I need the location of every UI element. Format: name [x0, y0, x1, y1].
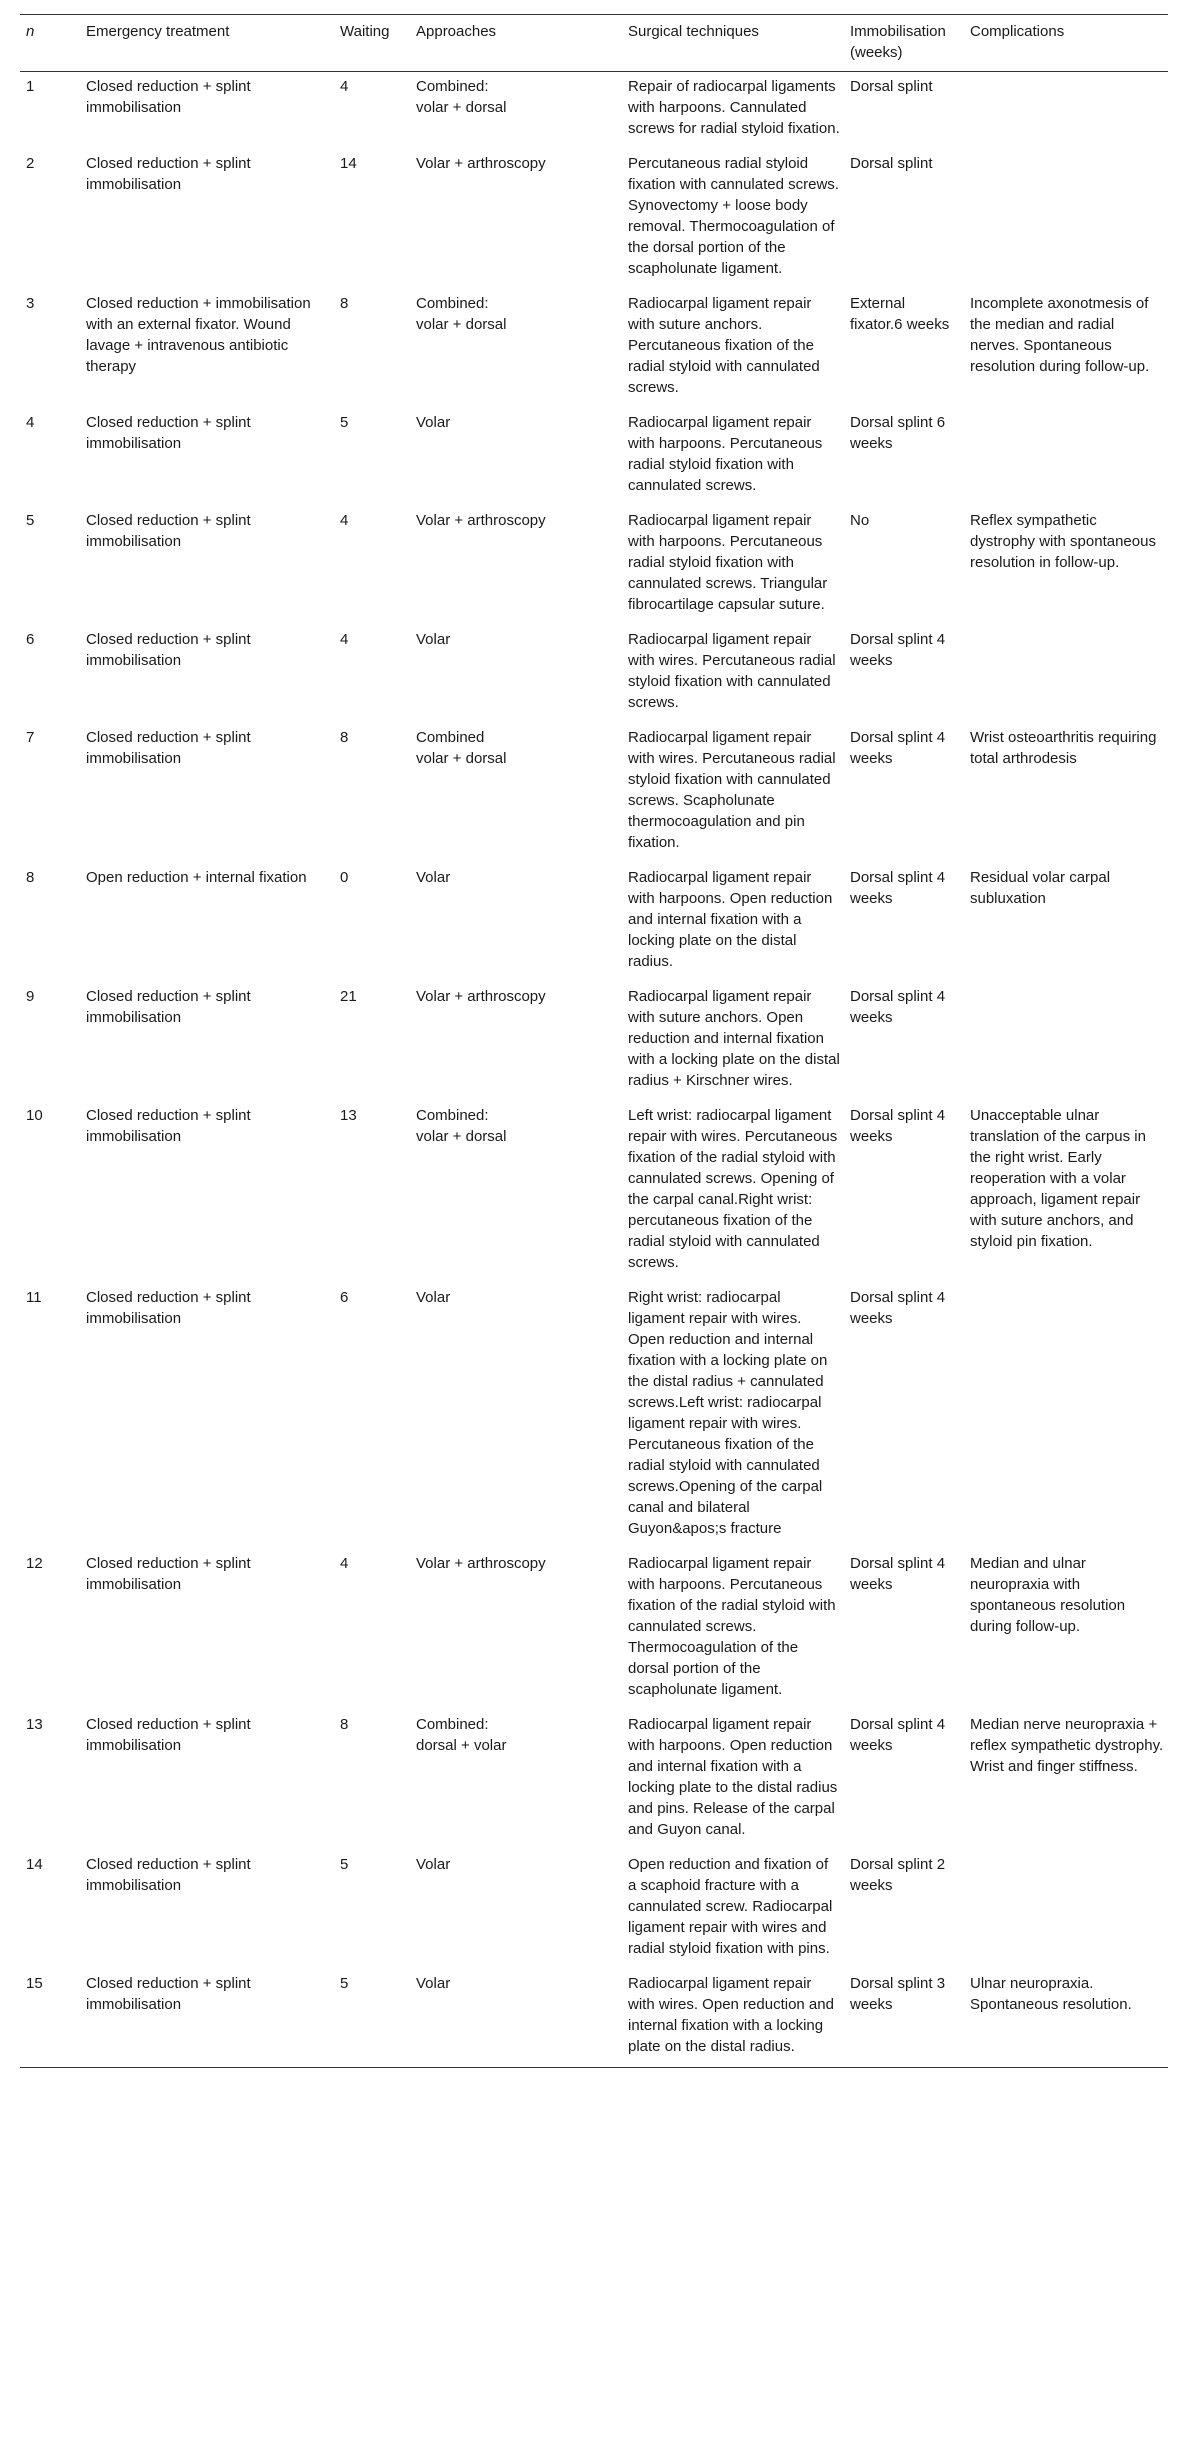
cell-immobilisation: Dorsal splint 4 weeks [850, 869, 946, 907]
cell-waiting: 4 [340, 631, 349, 648]
cell-surgical-techniques: Radiocarpal ligament repair with suture anchors. Percutaneous fixation of the radial styloid with cannulated screws. [628, 295, 820, 396]
cell-waiting: 13 [340, 1107, 357, 1124]
cell-n: 8 [26, 869, 35, 886]
header-approaches: Approaches [410, 15, 622, 72]
cell-n: 9 [26, 988, 35, 1005]
cell-immobilisation: Dorsal splint 4 weeks [850, 631, 946, 669]
table-body [20, 72, 1168, 2068]
cell-complications [964, 72, 1168, 150]
cell-surgical-techniques: Radiocarpal ligament repair with harpoons. Percutaneous fixation of the radial styloid with cannulated screws. Thermocoagulation of the dorsal portion of the scapholunate ligament. [628, 1555, 836, 1698]
cell-immobilisation: Dorsal splint 2 weeks [850, 1856, 946, 1894]
header-complications: Complications [964, 15, 1168, 72]
cell-complications: Ulnar neuropraxia. Spontaneous resolution. [964, 1969, 1168, 2068]
cell-n: 5 [26, 512, 35, 529]
cell-n: 1 [26, 78, 35, 95]
table-row [20, 149, 1168, 289]
cell-n: 2 [26, 155, 35, 172]
table-row [20, 1969, 1168, 2068]
cell-waiting: 5 [340, 1856, 349, 1873]
cell-emergency-treatment: Closed reduction + immobilisation with an external fixator. Wound lavage + intravenous antibiotic therapy [86, 295, 311, 375]
cell-n: 7 [26, 729, 35, 746]
table-row [20, 1710, 1168, 1850]
cell-complications: Unacceptable ulnar translation of the carpus in the right wrist. Early reoperation with a volar approach, ligament repair with suture anchors, and styloid pin fixation. [970, 1107, 1146, 1250]
cell-approaches: Combined: volar + dorsal [416, 1107, 507, 1145]
table-row [20, 1549, 1168, 1710]
cell-n: 6 [26, 631, 35, 648]
header-row [20, 15, 1168, 72]
header-immobilisation: Immobilisation (weeks) [844, 15, 964, 72]
cell-complications: Residual volar carpal subluxation [970, 869, 1111, 907]
cell-surgical-techniques: Radiocarpal ligament repair with harpoons. Percutaneous radial styloid fixation with cannulated screws. Triangular fibrocartilage capsular suture. [628, 512, 828, 613]
table-row [20, 625, 1168, 723]
cell-complications: Incomplete axonotmesis of the median and radial nerves. Spontaneous resolution during follow-up. [970, 295, 1150, 375]
cell-surgical-techniques: Open reduction and fixation of a scaphoid fracture with a cannulated screw. Radiocarpal ligament repair with wires and radial styloid fixation with pins. [628, 1856, 833, 1957]
cell-immobilisation: Dorsal splint 4 weeks [850, 1555, 946, 1593]
header-surgical-techniques: Surgical techniques [622, 15, 844, 72]
cell-immobilisation: Dorsal splint [850, 78, 933, 95]
table-row [20, 723, 1168, 863]
cell-emergency-treatment: Closed reduction + splint immobilisation [80, 1969, 334, 2068]
cell-surgical-techniques: Repair of radiocarpal ligaments with harpoons. Cannulated screws for radial styloid fixation. [628, 78, 840, 137]
cell-immobilisation: Dorsal splint 3 weeks [844, 1969, 964, 2068]
cell-waiting: 4 [340, 512, 349, 529]
cell-n: 14 [26, 1856, 43, 1873]
cell-surgical-techniques: Radiocarpal ligament repair with harpoons. Percutaneous radial styloid fixation with cannulated screws. [628, 414, 823, 494]
cell-approaches: Combined volar + dorsal [416, 729, 507, 767]
cell-complications: Wrist osteoarthritis requiring total arthrodesis [970, 729, 1157, 767]
cell-waiting: 6 [340, 1289, 349, 1306]
cell-emergency-treatment: Closed reduction + splint immobilisation [86, 1856, 251, 1894]
cell-emergency-treatment: Closed reduction + splint immobilisation [86, 631, 251, 669]
cell-complications [964, 982, 1168, 1101]
cell-approaches: Volar [416, 1289, 451, 1306]
table-row [20, 1850, 1168, 1969]
cell-approaches: Volar + arthroscopy [416, 988, 546, 1005]
cell-surgical-techniques: Radiocarpal ligament repair with wires. Open reduction and internal fixation with a locking plate on the distal radius. [622, 1969, 844, 2068]
cell-surgical-techniques: Radiocarpal ligament repair with harpoons. Open reduction and internal fixation with a locking plate on the distal radius. [628, 869, 833, 970]
table-row [20, 1283, 1168, 1549]
cell-waiting: 14 [340, 155, 357, 172]
cell-emergency-treatment: Closed reduction + splint immobilisation [86, 78, 251, 116]
cell-n: 4 [26, 414, 35, 431]
cell-approaches: Volar + arthroscopy [416, 155, 546, 172]
cell-approaches: Volar [416, 631, 451, 648]
cell-n: 15 [20, 1969, 80, 2068]
table-row [20, 289, 1168, 408]
cell-waiting: 4 [340, 1555, 349, 1572]
cell-waiting: 4 [340, 78, 349, 95]
cell-emergency-treatment: Closed reduction + splint immobilisation [86, 1289, 251, 1327]
cell-waiting: 21 [340, 988, 357, 1005]
cell-approaches: Combined: dorsal + volar [416, 1716, 507, 1754]
cell-complications: Reflex sympathetic dystrophy with spontaneous resolution in follow-up. [970, 512, 1156, 571]
cell-emergency-treatment: Closed reduction + splint immobilisation [86, 1555, 251, 1593]
cell-approaches: Volar [416, 414, 451, 431]
cell-surgical-techniques: Radiocarpal ligament repair with harpoons. Open reduction and internal fixation with a locking plate to the distal radius and pins. Release of the carpal and Guyon canal. [628, 1716, 838, 1838]
cell-n: 13 [26, 1716, 43, 1733]
cell-immobilisation: Dorsal splint 4 weeks [850, 729, 946, 767]
cell-surgical-techniques: Left wrist: radiocarpal ligament repair with wires. Percutaneous fixation of the radial styloid with cannulated screws. Opening of the carpal canal.Right wrist: percutaneous fixation of the radial styloid with cannulated screws. [628, 1107, 838, 1271]
cell-emergency-treatment: Open reduction + internal fixation [86, 869, 307, 886]
cell-immobilisation: Dorsal splint 6 weeks [850, 414, 946, 452]
table-row [20, 506, 1168, 625]
cell-waiting: 8 [340, 729, 349, 746]
cell-complications [964, 1283, 1168, 1549]
table-row [20, 1101, 1168, 1283]
table-row [20, 72, 1168, 150]
cell-n: 3 [26, 295, 35, 312]
cell-approaches: Volar [416, 869, 451, 886]
cell-emergency-treatment: Closed reduction + splint immobilisation [86, 155, 251, 193]
cell-n: 10 [26, 1107, 43, 1124]
cell-immobilisation: Dorsal splint [850, 155, 933, 172]
header-n: n [20, 15, 80, 72]
cell-immobilisation: Dorsal splint 4 weeks [850, 1289, 946, 1327]
cell-complications [964, 149, 1168, 289]
cell-surgical-techniques: Right wrist: radiocarpal ligament repair with wires. Open reduction and internal fixation with a locking plate on the distal radius + cannulated screws.Left wrist: radiocarpal ligament repair with wires. Percutaneous fixation of the radial styloid with cannulated screws.Opening of the carpal canal and bilateral Guyon&apos;s fracture [628, 1289, 828, 1537]
header-emergency-treatment: Emergency treatment [80, 15, 334, 72]
cell-approaches: Volar [416, 1856, 451, 1873]
cell-surgical-techniques: Radiocarpal ligament repair with wires. Percutaneous radial styloid fixation with cannulated screws. [628, 631, 836, 711]
cell-surgical-techniques: Radiocarpal ligament repair with wires. Percutaneous radial styloid fixation with cannulated screws. Scapholunate thermocoagulation and pin fixation. [628, 729, 836, 851]
cell-emergency-treatment: Closed reduction + splint immobilisation [86, 1107, 251, 1145]
cell-complications: Median nerve neuropraxia + reflex sympathetic dystrophy. Wrist and finger stiffness. [970, 1716, 1164, 1775]
cell-approaches: Volar + arthroscopy [416, 1555, 546, 1572]
cell-emergency-treatment: Closed reduction + splint immobilisation [86, 1716, 251, 1754]
cell-waiting: 8 [340, 1716, 349, 1733]
cell-emergency-treatment: Closed reduction + splint immobilisation [86, 729, 251, 767]
cell-n: 12 [26, 1555, 43, 1572]
header-waiting: Waiting [334, 15, 410, 72]
cell-complications [964, 625, 1168, 723]
cell-immobilisation: Dorsal splint 4 weeks [850, 988, 946, 1026]
cell-surgical-techniques: Radiocarpal ligament repair with suture anchors. Open reduction and internal fixation with a locking plate on the distal radius + Kirschner wires. [628, 988, 840, 1089]
cell-complications [964, 408, 1168, 506]
treatment-table [20, 14, 1168, 2068]
cell-immobilisation: Dorsal splint 4 weeks [850, 1107, 946, 1145]
cell-waiting: 8 [340, 295, 349, 312]
table-header [20, 15, 1168, 72]
cell-immobilisation: No [850, 512, 870, 529]
table-row [20, 863, 1168, 982]
cell-approaches: Volar + arthroscopy [416, 512, 546, 529]
cell-immobilisation: Dorsal splint 4 weeks [850, 1716, 946, 1754]
cell-n: 11 [26, 1289, 42, 1306]
cell-complications: Median and ulnar neuropraxia with spontaneous resolution during follow-up. [970, 1555, 1126, 1635]
cell-surgical-techniques: Percutaneous radial styloid fixation with cannulated screws. Synovectomy + loose body removal. Thermocoagulation of the dorsal portion of the scapholunate ligament. [628, 155, 839, 277]
cell-complications [964, 1850, 1168, 1969]
cell-waiting: 5 [340, 414, 349, 431]
cell-emergency-treatment: Closed reduction + splint immobilisation [86, 988, 251, 1026]
cell-approaches: Combined: volar + dorsal [416, 295, 507, 333]
table-row [20, 982, 1168, 1101]
cell-immobilisation: External fixator.6 weeks [850, 295, 950, 333]
cell-approaches: Combined: volar + dorsal [416, 78, 507, 116]
cell-emergency-treatment: Closed reduction + splint immobilisation [86, 512, 251, 550]
cell-waiting: 0 [340, 869, 349, 886]
cell-emergency-treatment: Closed reduction + splint immobilisation [86, 414, 251, 452]
table-row [20, 408, 1168, 506]
cell-waiting: 5 [334, 1969, 410, 2068]
cell-approaches: Volar [410, 1969, 622, 2068]
